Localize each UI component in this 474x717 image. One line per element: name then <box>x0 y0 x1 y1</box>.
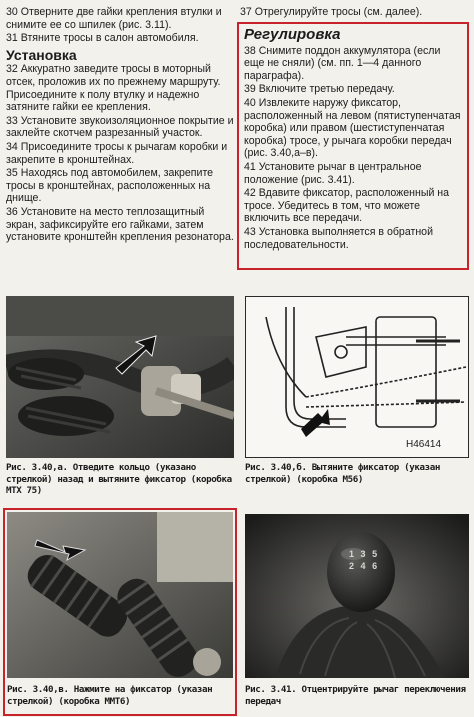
paragraph-43: 43 Установка выполняется в обратной последовательности. <box>244 225 433 251</box>
figure-d-illustration <box>245 514 469 678</box>
figure-3-40a-photo <box>6 296 234 458</box>
paragraph-31: 31 Втяните тросы в салон автомобиля. <box>6 32 199 45</box>
paragraph-33: 33 Установите звукоизоляционное покрытие и заклейте скотчем разрезанный участок. <box>6 114 234 140</box>
gear-digit-2: 2 <box>349 561 355 571</box>
gear-digit-4: 4 <box>360 561 366 571</box>
figure-3-40b-drawing <box>245 296 469 458</box>
right-text-column-top <box>240 6 468 20</box>
section-heading-installation: Установка <box>6 46 77 63</box>
figure-c-illustration <box>7 512 233 678</box>
paragraph-37: 37 Отрегулируйте тросы (см. далее). <box>240 6 423 18</box>
figure-a-illustration <box>6 296 234 458</box>
figure-3-40a-caption: Рис. 3.40,а. Отведите кольцо (указано стрелкой) назад и вытяните фиксатор (коробка МТХ 75) <box>6 462 232 496</box>
adjustment-box <box>237 22 469 270</box>
gear-digit-3: 3 <box>360 549 366 559</box>
figure-3-41-photo <box>245 514 469 678</box>
gear-digit-5: 5 <box>372 549 378 559</box>
figure-3-40b-caption: Рис. 3.40,б. Вытяните фиксатор (указан стрелкой) (коробка М56) <box>245 462 440 485</box>
figure-3-40c-photo <box>7 512 233 678</box>
gear-digit-1: 1 <box>349 549 355 559</box>
gear-pattern <box>349 548 379 572</box>
paragraph-34: 34 Присоедините тросы к рычагам коробки и закрепите в кронштейнах. <box>6 140 228 166</box>
figure-3-40c-caption: Рис. 3.40,в. Нажмите на фиксатор (указан стрелкой) (коробка ММТ6) <box>7 684 213 707</box>
paragraph-40: 40 Извлеките наружу фиксатор, расположенный на левом (пятиступенчатая коробка) или правом (шестиступенчатая коробка) тросе, у рычага коробки передач (рис. 3.40,а–в). <box>244 96 461 160</box>
section-heading-adjustment: Регулировка <box>244 26 341 43</box>
paragraph-30: 30 Отверните две гайки крепления втулки и снимите ее со шпилек (рис. 3.11). <box>6 6 222 31</box>
figure-b-reference-code: H46414 <box>406 439 442 450</box>
gear-digit-6: 6 <box>372 561 378 571</box>
paragraph-39: 39 Включите третью передачу. <box>244 83 395 96</box>
figure-3-41-caption: Рис. 3.41. Отцентрируйте рычаг переключения передач <box>245 684 466 707</box>
paragraph-42: 42 Вдавите фиксатор, расположенный на тросе. Убедитесь в том, что можете включить все передачи. <box>244 187 450 225</box>
left-text-column <box>6 6 234 245</box>
paragraph-32: 32 Аккуратно заведите тросы в моторный отсек, проложив их по прежнему маршруту. Присоедините к полу втулку и надежно затяните гайки ее крепления. <box>6 63 221 114</box>
paragraph-35: 35 Находясь под автомобилем, закрепите тросы в кронштейнах, расположенных на днище. <box>6 167 214 205</box>
paragraph-41: 41 Установите рычаг в центральное положение (рис. 3.41). <box>244 160 422 186</box>
paragraph-38: 38 Снимите поддон аккумулятора (если еще не сняли) (см. пп. 1—4 данного параграфа). <box>244 44 441 82</box>
paragraph-36: 36 Установите на место теплозащитный экран, зафиксируйте его гайками, затем установите кронштейн крепления резонатора. <box>6 205 234 244</box>
figure-b-illustration <box>246 297 468 457</box>
